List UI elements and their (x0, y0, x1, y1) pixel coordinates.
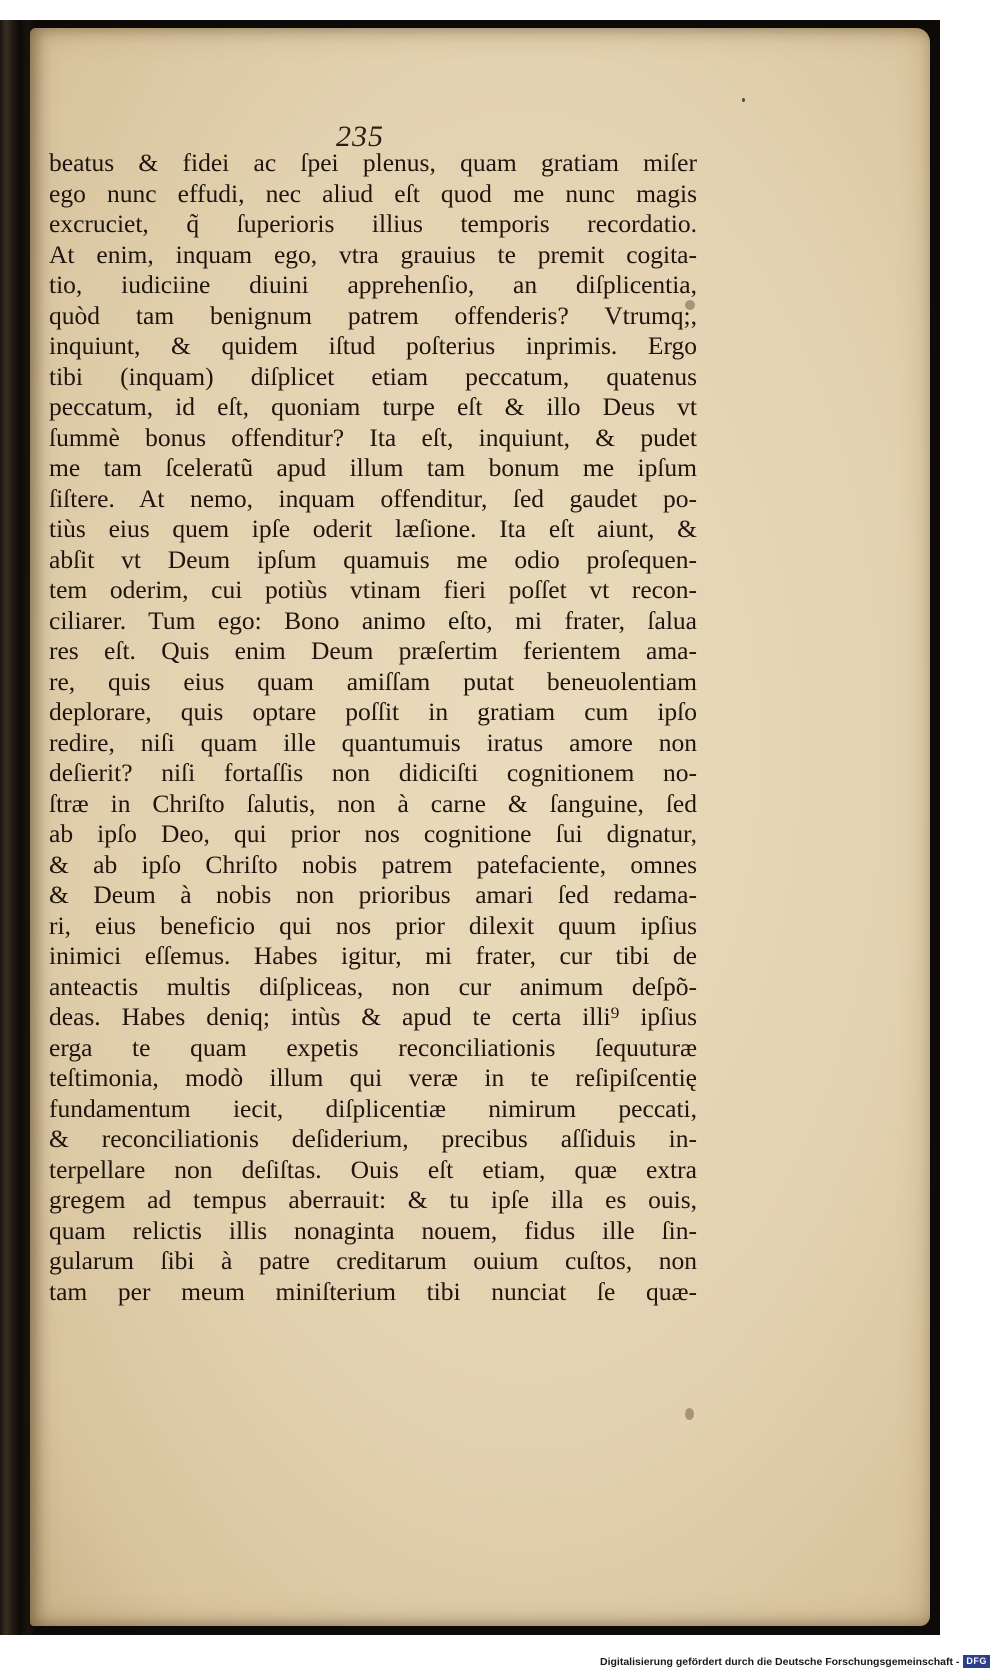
text-line: terpellare non deſiſtas. Ouis eſt etiam, quæ extra (49, 1154, 697, 1184)
text-line: fundamentum iecit, diſplicentiæ nimirum peccati, (49, 1093, 697, 1123)
text-line: tem oderim, cui potiùs vtinam fieri poſſet vt recon- (49, 575, 697, 604)
page-body-text (49, 148, 697, 1307)
text-line: gregem ad tempus aberrauit: & tu ipſe illa es ouis, (49, 1185, 697, 1214)
text-line: inquiunt, & quidem iſtud poſterius inprimis. Ergo (49, 331, 697, 360)
text-line: teſtimonia, modò illum qui veræ in te reſipiſcentię (49, 1063, 697, 1092)
digitization-credit (600, 1654, 990, 1669)
text-line: & reconciliationis deſiderium, precibus aſſiduis in- (49, 1124, 697, 1153)
text-line: erga te quam expetis reconciliationis ſequuturæ (49, 1032, 697, 1062)
text-line: ſummè bonus offenditur? Ita eſt, inquiunt, & pudet (49, 422, 697, 452)
text-line: ab ipſo Deo, qui prior nos cognitione ſui dignatur, (49, 819, 697, 848)
text-line: ego nunc effudi, nec aliud eſt quod me nunc magis (49, 178, 697, 208)
text-line: inimici eſſemus. Habes igitur, mi frater, cur tibi de (49, 941, 697, 970)
text-line: ſtræ in Chriſto ſalutis, non à carne & ſanguine, ſed (49, 788, 697, 818)
page-number: 235 (336, 120, 384, 153)
text-line: me tam ſceleratũ apud illum tam bonum me ipſum (49, 453, 697, 482)
text-line: gularum ſibi à patre creditarum ouium cuſtos, non (49, 1246, 697, 1275)
text-line: quòd tam benignum patrem offenderis? Vtrumq;, (49, 300, 697, 330)
text-line: redire, niſi quam ille quantumuis iratus amore non (49, 727, 697, 757)
text-line: excruciet, q̃ ſuperioris illius temporis recordatio. (49, 209, 697, 238)
paper-stain (685, 1408, 694, 1420)
text-line: tam per meum miniſterium tibi nunciat ſe quæ- (49, 1276, 697, 1306)
text-line: At enim, inquam ego, vtra grauius te premit cogita- (49, 239, 697, 269)
text-line: tiùs eius quem ipſe oderit læſione. Ita eſt aiunt, & (49, 514, 697, 543)
text-line: ſiſtere. At nemo, inquam offenditur, ſed gaudet po- (49, 483, 697, 513)
text-line: deplorare, quis optare poſſit in gratiam cum ipſo (49, 697, 697, 726)
text-line: abſit vt Deum ipſum quamuis me odio proſequen- (49, 544, 697, 574)
text-line: anteactis multis diſpliceas, non cur animum deſpõ- (49, 971, 697, 1001)
paper-stain (742, 98, 745, 102)
funding-credit-text: Digitalisierung gefördert durch die Deutsche Forschungsgemeinschaft - (600, 1655, 960, 1668)
text-line: deſierit? niſi fortaſſis non didiciſti cognitionem no- (49, 758, 697, 787)
text-line: tio, iudiciine diuini apprehenſio, an diſplicentia, (49, 270, 697, 299)
text-line: beatus & fidei ac ſpei plenus, quam gratiam miſer (49, 148, 697, 177)
text-line: tibi (inquam) diſplicet etiam peccatum, quatenus (49, 361, 697, 391)
text-line: deas. Habes deniq; intùs & apud te certa illi⁹ ipſius (49, 1002, 697, 1031)
text-line: quam relictis illis nonaginta nouem, fidus ille ſin- (49, 1215, 697, 1245)
dfg-logo: DFG (963, 1655, 990, 1668)
text-line: re, quis eius quam amiſſam putat beneuolentiam (49, 666, 697, 696)
text-line: ri, eius beneficio qui nos prior dilexit quum ipſius (49, 910, 697, 940)
text-line: & Deum à nobis non prioribus amari ſed redama- (49, 880, 697, 909)
text-line: res eſt. Quis enim Deum præſertim ferientem ama- (49, 636, 697, 665)
text-line: peccatum, id eſt, quoniam turpe eſt & illo Deus vt (49, 392, 697, 421)
text-line: ciliarer. Tum ego: Bono animo eſto, mi frater, ſalua (49, 605, 697, 635)
text-line: & ab ipſo Chriſto nobis patrem patefaciente, omnes (49, 849, 697, 879)
